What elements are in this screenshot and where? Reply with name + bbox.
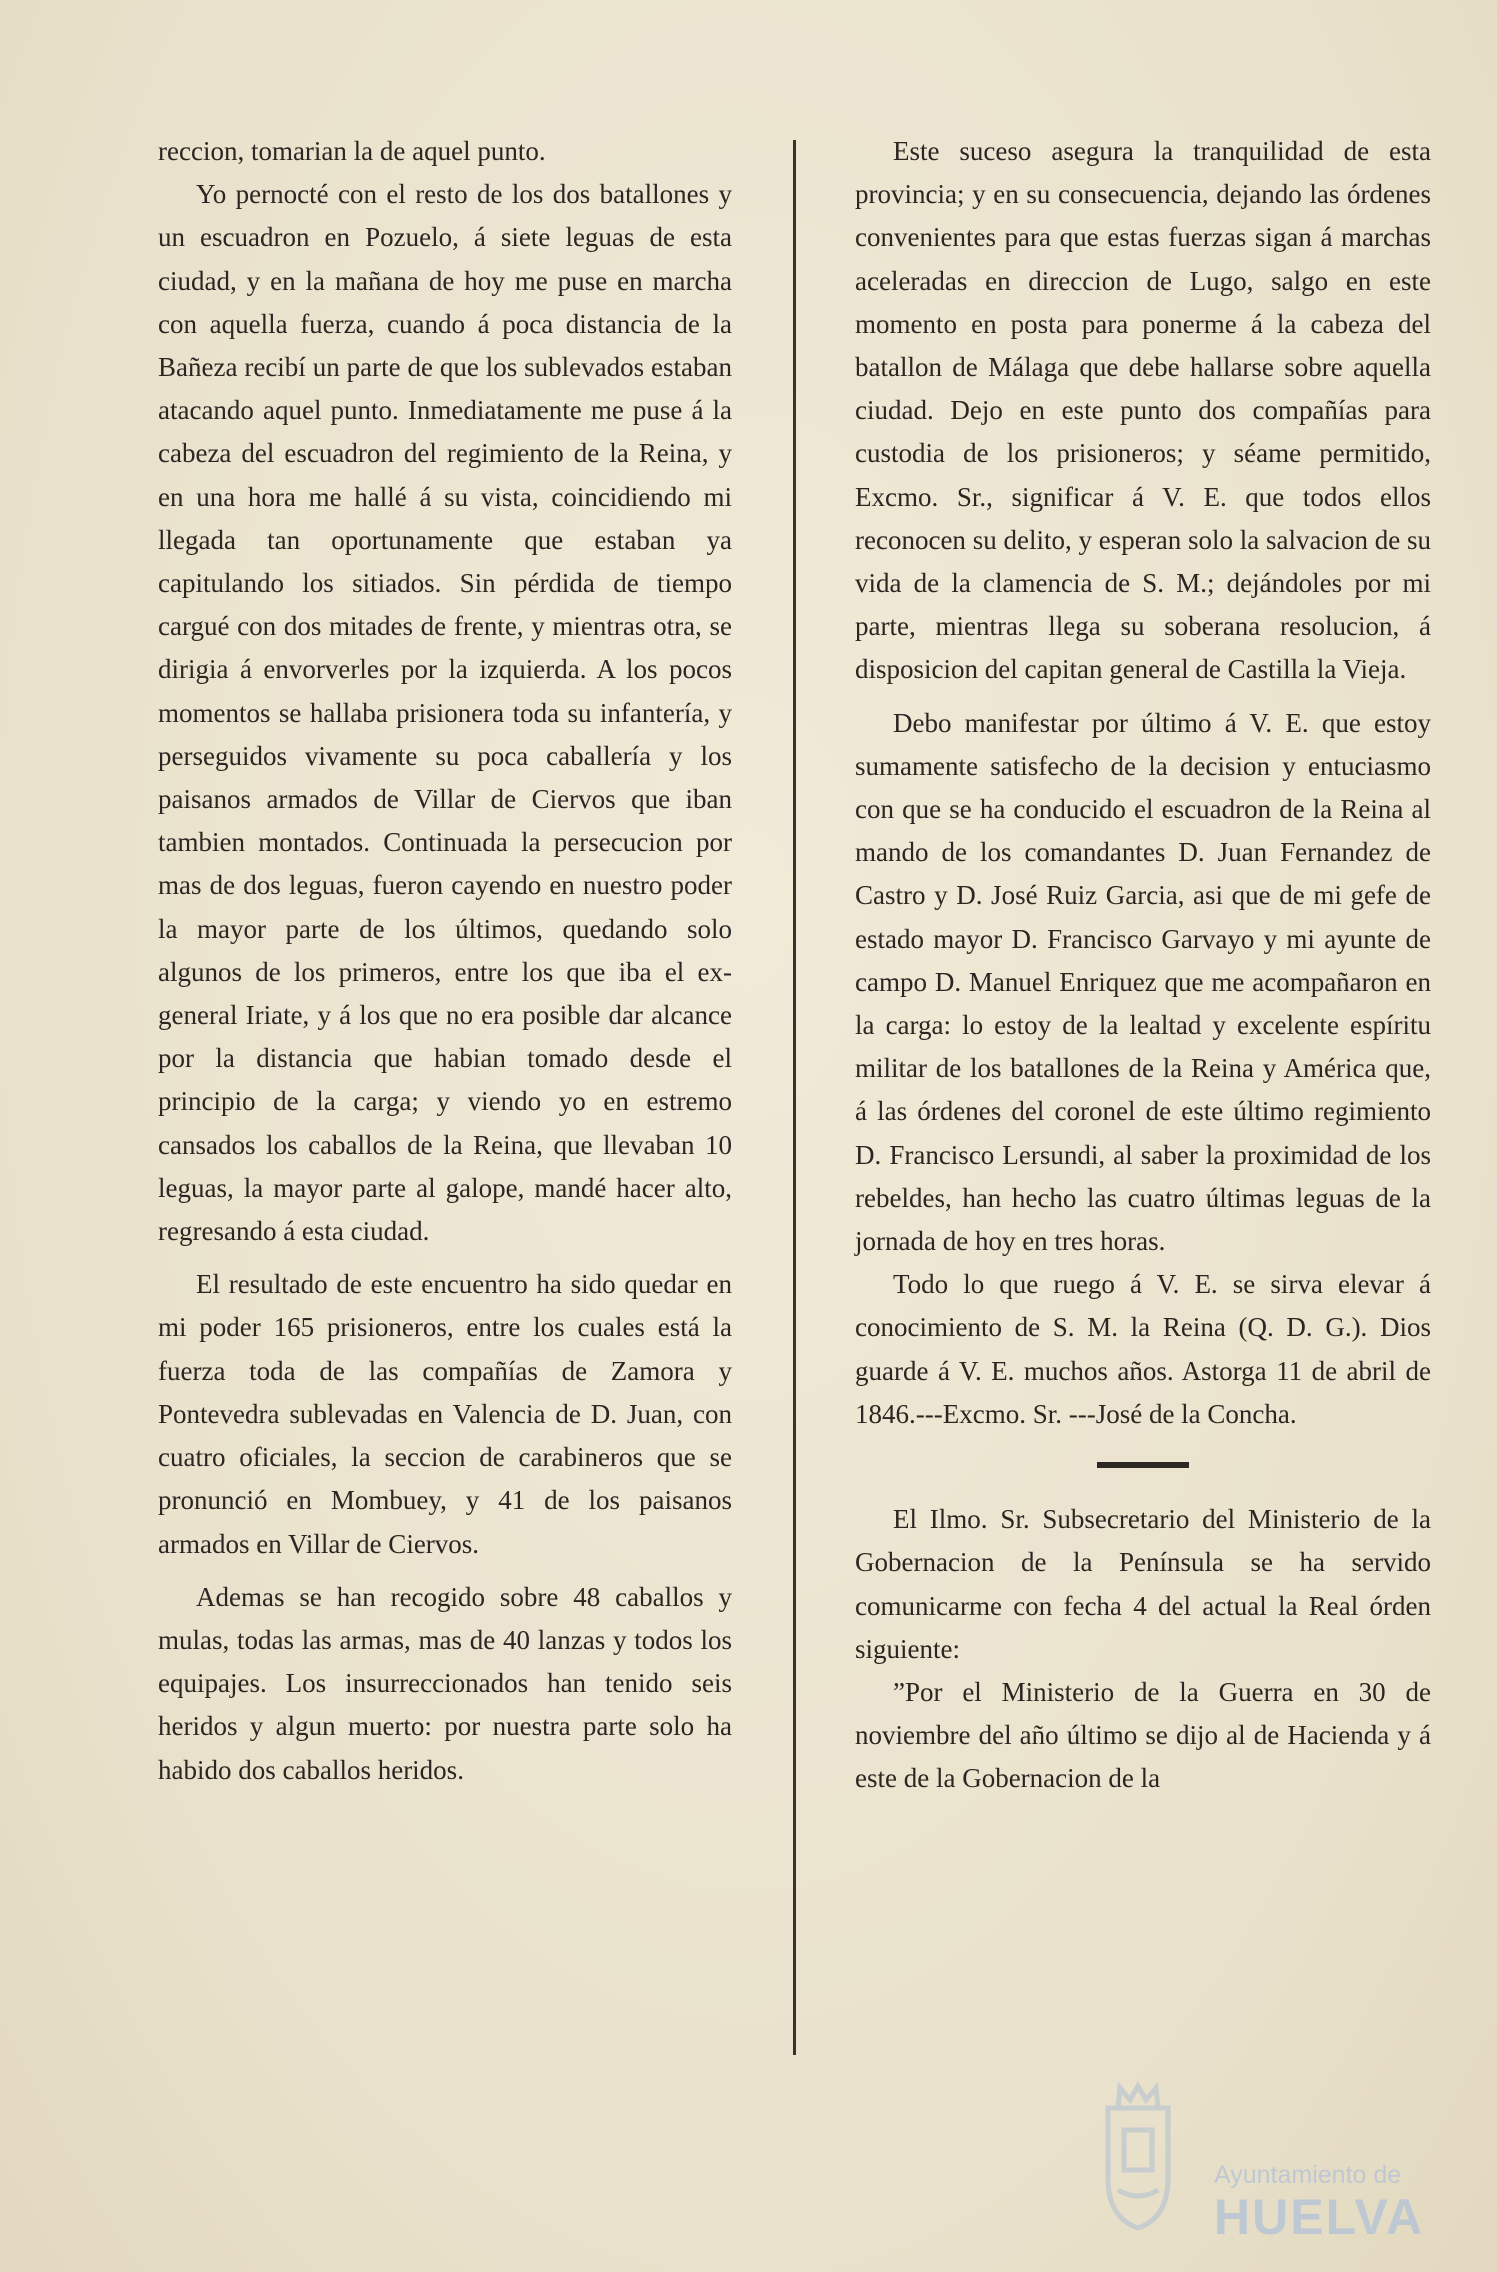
paragraph: Todo lo que ruego á V. E. se sirva elevar á conocimiento de S. M. la Reina (Q. D. G.). Dios guarde á V. E. muchos años. Astorga 11 de abril de 1846.---Excmo. Sr. ---José de la Concha.	[855, 1269, 1431, 1429]
left-text-column	[158, 130, 732, 1792]
city-seal-watermark-icon	[1078, 2078, 1198, 2238]
paragraph: Yo pernocté con el resto de los dos batallones y un escuadron en Pozuelo, á siete leguas de esta ciudad, y en la mañana de hoy me puse en marcha con aquella fuerza, cuando á poca distancia de la Bañeza recibí un parte de que los sublevados estaban atacando aquel punto. Inmediatamente me puse á la cabeza del escuadron del regimiento de la Reina, y en una hora me hallé á su vista, coincidiendo mi llegada tan oportunamente que estaban ya capitulando los sitiados. Sin pérdida de tiempo cargué con dos mitades de frente, y mientras otra, se dirigia á envorverles por la izquierda. A los pocos momentos se hallaba prisionera toda su infantería, y perseguidos vivamente su poca caballería y los paisanos armados de Villar de Ciervos que iban tambien montados. Continuada la persecucion por mas de dos leguas, fueron cayendo en nuestro poder la mayor parte de los últimos, quedando solo algunos de los primeros, entre los que iba el ex-general Iriate, y á los que no era posible dar alcance por la distancia que habian tomado desde el principio de la carga; y viendo yo en estremo cansados los caballos de la Reina, que llevaban 10 leguas, la mayor parte al galope, mandé hacer alto, regresando á esta ciudad.	[158, 179, 732, 1247]
paragraph: El Ilmo. Sr. Subsecretario del Ministerio de la Gobernacion de la Península se ha servido comunicarme con fecha 4 del actual la Real órden siguiente:	[855, 1504, 1431, 1664]
paragraph: Este suceso asegura la tranquilidad de esta provincia; y en su consecuencia, dejando las órdenes convenientes para que estas fuerzas sigan á marchas aceleradas en direccion de Lugo, salgo en este momento en posta para ponerme á la cabeza del batallon de Málaga que debe hallarse sobre aquella ciudad. Dejo en este punto dos compañías para custodia de los prisioneros; y séame permitido, Excmo. Sr., significar á V. E. que todos ellos reconocen su delito, y esperan solo la salvacion de su vida de la clamencia de S. M.; dejándoles por mi parte, mientras llega su soberana resolucion, á disposicion del capitan general de Castilla la Vieja.	[855, 136, 1431, 685]
archive-watermark	[1214, 2160, 1454, 2244]
paragraph: Ademas se han recogido sobre 48 caballos y mulas, todas las armas, mas de 40 lanzas y todos los equipajes. Los insurreccionados han tenido seis heridos y algun muerto: por nuestra parte solo ha habido dos caballos heridos.	[158, 1581, 732, 1785]
paragraph: ”Por el Ministerio de la Guerra en 30 de noviembre del año último se dijo al de Hacienda y á este de la Gobernacion de la	[855, 1676, 1431, 1794]
paragraph: El resultado de este encuentro ha sido quedar en mi poder 165 prisioneros, entre los cuales está la fuerza toda de las compañías de Zamora y Pontevedra sublevadas en Valencia de D. Juan, con cuatro oficiales, la seccion de carabineros que se pronunció en Mombuey, y 41 de los paisanos armados en Villar de Ciervos.	[158, 1269, 732, 1559]
column-divider	[793, 140, 796, 2055]
section-separator	[1097, 1462, 1189, 1468]
watermark-line-2: HUELVA	[1214, 2189, 1425, 2245]
paragraph: Debo manifestar por último á V. E. que estoy sumamente satisfecho de la decision y entuciasmo con que se ha conducido el escuadron de la Reina al mando de los comandantes D. Juan Fernandez de Castro y D. José Ruiz Garcia, asi que de mi gefe de estado mayor D. Francisco Garvayo y mi ayunte de campo D. Manuel Enriquez que me acompañaron en la carga: lo estoy de la lealtad y excelente espíritu militar de los batallones de la Reina y América que, á las órdenes del coronel de este último regimiento D. Francisco Lersundi, al saber la proximidad de los rebeldes, han hecho las cuatro últimas leguas de la jornada de hoy en tres horas.	[855, 707, 1431, 1257]
right-text-column	[855, 130, 1431, 1801]
paragraph: reccion, tomarian la de aquel punto.	[158, 136, 546, 166]
watermark-line-1: Ayuntamiento de	[1214, 2161, 1402, 2189]
